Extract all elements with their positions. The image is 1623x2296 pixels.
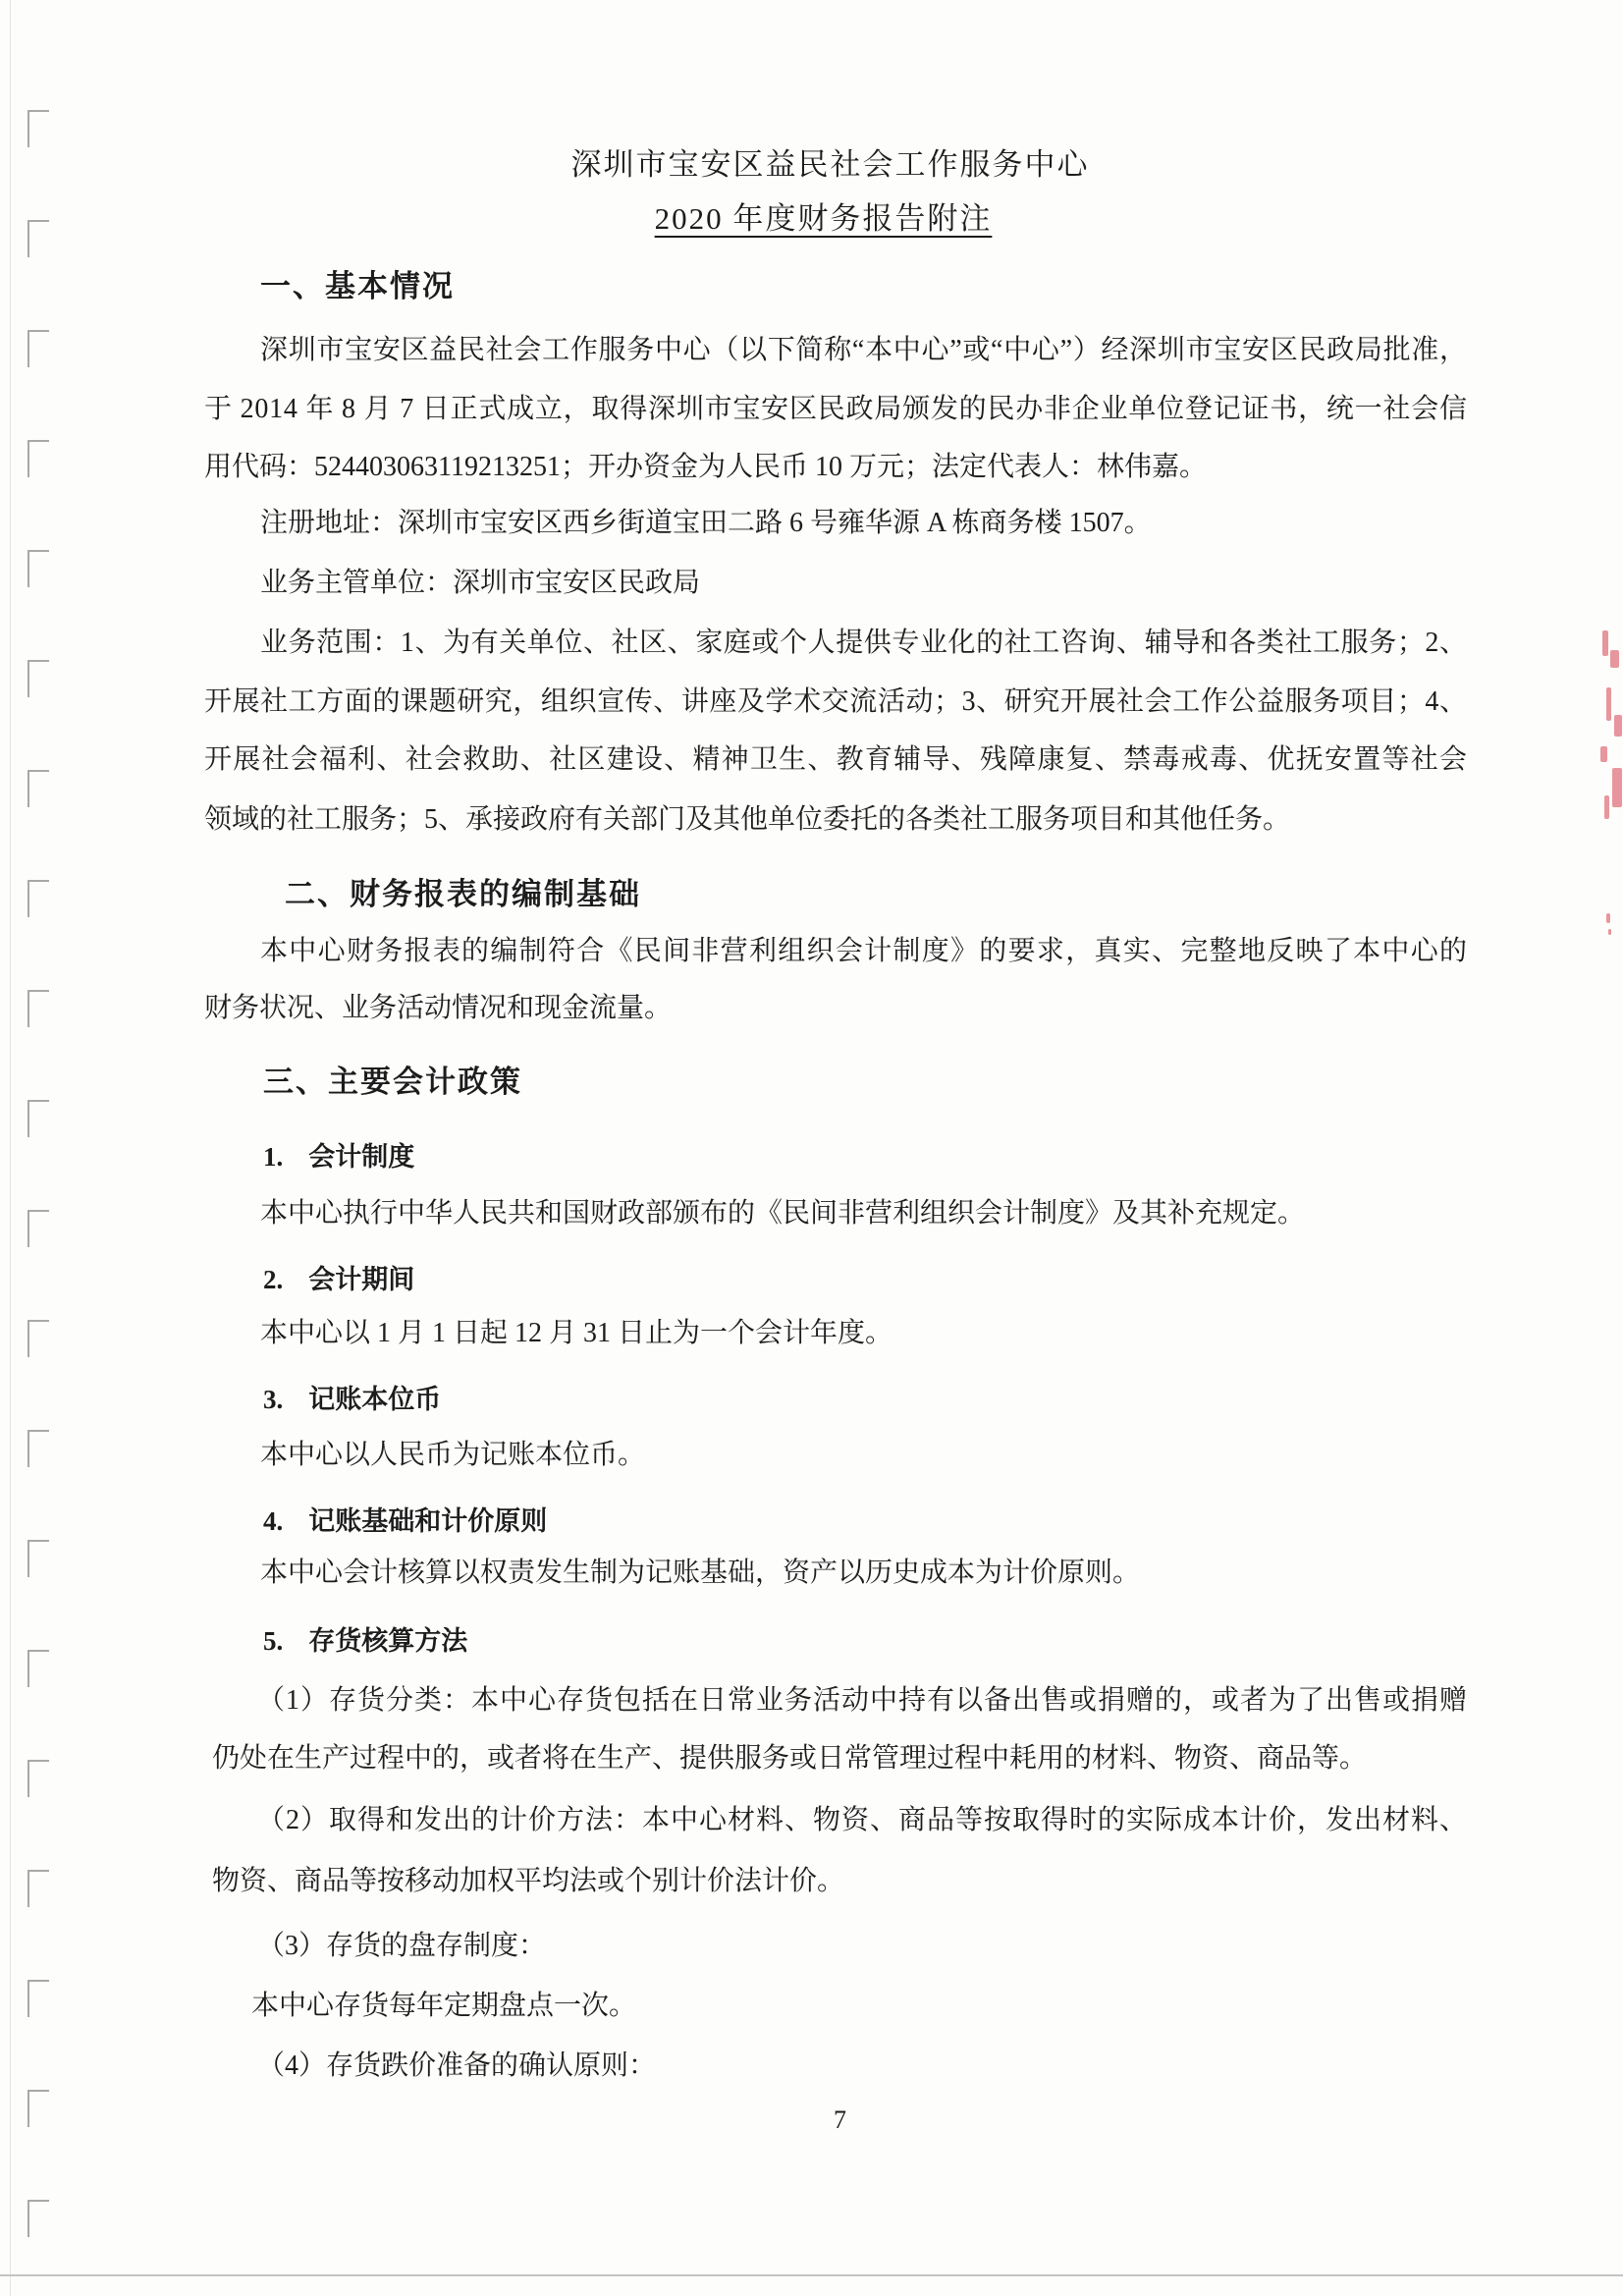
policy-text-line: 本中心以人民币为记账本位币。: [260, 1440, 646, 1470]
subsection-heading: [263, 1260, 414, 1299]
document-title: 深圳市宝安区益民社会工作服务中心: [570, 147, 1090, 182]
binding-mark: [27, 1210, 49, 1247]
binding-mark: [27, 2200, 49, 2237]
scan-edge-left: [10, 0, 11, 2296]
inventory-line: （1）存货分类：本中心存货包括在日常业务活动中持有以备出售或捐赠的，或者为了出售或捐赠: [257, 1685, 1468, 1716]
section-heading: 三、主要会计政策: [263, 1065, 522, 1099]
binding-mark: [27, 1540, 49, 1577]
section-heading: 一、基本情况: [260, 269, 455, 303]
supervisor-line: 业务主管单位：深圳市宝安区民政局: [260, 568, 701, 598]
inventory-line: （2）取得和发出的计价方法：本中心材料、物资、商品等按取得时的实际成本计价，发出材料、: [257, 1805, 1468, 1835]
document-subtitle-wrap: [0, 197, 1623, 241]
subsection-number: 5.: [263, 1626, 284, 1656]
inventory-line: 物资、商品等按移动加权平均法或个别计价法计价。: [212, 1866, 845, 1896]
subsection-number: 4.: [263, 1506, 284, 1536]
subsection-number: 3.: [263, 1385, 284, 1414]
policy-text-line: 本中心以 1 月 1 日起 12 月 31 日止为一个会计年度。: [260, 1318, 893, 1348]
subsection-heading: [263, 1502, 547, 1541]
binding-mark: [27, 1980, 49, 2017]
subsection-number: 1.: [263, 1142, 284, 1172]
address-line: 注册地址：深圳市宝安区西乡街道宝田二路 6 号雍华源 A 栋商务楼 1507。: [260, 508, 1152, 538]
document-subtitle: 2020 年度财务报告附注: [654, 201, 993, 236]
subsection-heading: [263, 1621, 467, 1661]
inventory-line: （4）存货跌价准备的确认原则：: [257, 2050, 657, 2081]
binding-mark: [27, 330, 49, 367]
binding-mark: [27, 550, 49, 587]
policy-text-line: 本中心执行中华人民共和国财政部颁布的《民间非营利组织会计制度》及其补充规定。: [260, 1198, 1306, 1229]
subsection-title: 记账基础和计价原则: [308, 1506, 548, 1536]
binding-mark: [27, 1650, 49, 1687]
subsection-title: 记账本位币: [308, 1385, 442, 1414]
policy-text-line: 本中心会计核算以权责发生制为记账基础，资产以历史成本为计价原则。: [260, 1558, 1141, 1588]
scope-line: 领域的社工服务；5、承接政府有关部门及其他单位委托的各类社工服务项目和其他任务。: [204, 804, 1291, 835]
binding-mark: [27, 880, 49, 917]
binding-mark: [27, 990, 49, 1027]
scope-line: 开展社工方面的课题研究，组织宣传、讲座及学术交流活动；3、研究开展社会工作公益服务项目；4、: [204, 686, 1468, 717]
binding-mark: [27, 1100, 49, 1137]
page-number: 7: [834, 2105, 846, 2134]
subsection-title: 会计期间: [308, 1265, 415, 1294]
binding-mark: [27, 440, 49, 477]
intro-line: 于 2014 年 8 月 7 日正式成立，取得深圳市宝安区民政局颁发的民办非企业单位登记证书，统一社会信: [204, 394, 1468, 424]
subsection-heading: [263, 1137, 414, 1176]
binding-mark: [27, 1870, 49, 1907]
binding-mark: [27, 1760, 49, 1797]
section-heading: 二、财务报表的编制基础: [285, 877, 641, 911]
inventory-line: 本中心存货每年定期盘点一次。: [251, 1991, 637, 2021]
scope-line: 开展社会福利、社会救助、社区建设、精神卫生、教育辅导、残障康复、禁毒戒毒、优抚安置等社会: [204, 744, 1469, 775]
binding-mark: [27, 770, 49, 807]
intro-line: 深圳市宝安区益民社会工作服务中心（以下简称“本中心”或“中心”）经深圳市宝安区民政局批准，: [260, 335, 1468, 365]
paragraph-line: 本中心财务报表的编制符合《民间非营利组织会计制度》的要求，真实、完整地反映了本中心的: [260, 936, 1469, 966]
subsection-number: 2.: [263, 1265, 284, 1294]
binding-mark: [27, 110, 49, 147]
subsection-title: 会计制度: [308, 1142, 415, 1172]
subsection-title: 存货核算方法: [308, 1626, 468, 1656]
scan-edge-bottom: [0, 2274, 1623, 2276]
inventory-line: 仍处在生产过程中的，或者将在生产、提供服务或日常管理过程中耗用的材料、物资、商品等。: [212, 1743, 1368, 1774]
scope-line: 业务范围：1、为有关单位、社区、家庭或个人提供专业化的社工咨询、辅导和各类社工服务；2、: [260, 628, 1468, 658]
binding-mark: [27, 1320, 49, 1357]
binding-mark: [27, 660, 49, 697]
binding-mark: [27, 1430, 49, 1467]
paragraph-line: 财务状况、业务活动情况和现金流量。: [204, 993, 673, 1023]
binding-mark: [27, 2090, 49, 2127]
inventory-line: （3）存货的盘存制度：: [257, 1931, 547, 1961]
intro-line: 用代码：524403063119213251；开办资金为人民币 10 万元；法定代表人：林伟嘉。: [204, 452, 1207, 482]
subsection-heading: [263, 1380, 441, 1419]
